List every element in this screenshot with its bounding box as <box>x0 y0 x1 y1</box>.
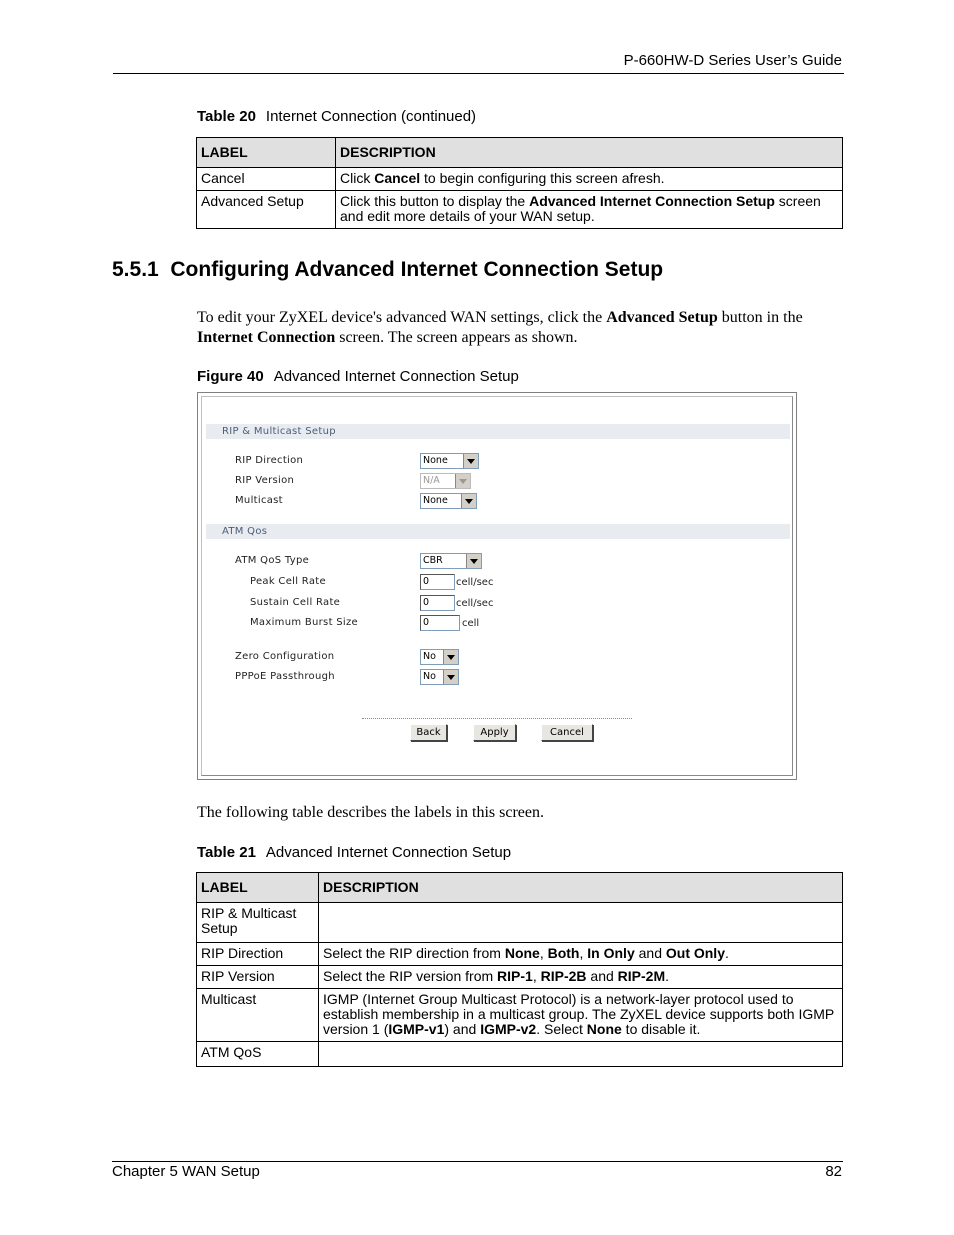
table21-cell-description: Select the RIP direction from None, Both, In Only and Out Only. <box>319 943 843 966</box>
section-title: 5.5.1 Configuring Advanced Internet Connection Setup <box>112 258 664 281</box>
chevron-down-icon <box>443 650 458 664</box>
header-rule <box>113 73 844 74</box>
table-row <box>197 943 843 966</box>
rip-version-label: RIP Version <box>235 475 295 486</box>
sustain-cell-rate-label: Sustain Cell Rate <box>250 597 341 608</box>
table20-caption-num: Table 20 <box>197 108 256 125</box>
table21-caption-num: Table 21 <box>197 844 256 861</box>
peak-cell-rate-input[interactable]: 0 <box>420 574 455 590</box>
footer-page-number: 82 <box>825 1163 842 1180</box>
back-button[interactable]: Back <box>410 724 447 741</box>
table20-caption <box>197 108 476 125</box>
pppoe-passthrough-label: PPPoE Passthrough <box>235 671 335 682</box>
table20-header-description: DESCRIPTION <box>336 138 843 168</box>
rip-version-select[interactable]: N/A <box>420 473 471 489</box>
peak-cell-rate-label: Peak Cell Rate <box>250 576 326 587</box>
table-row <box>197 903 843 943</box>
rip-direction-label: RIP Direction <box>235 455 304 466</box>
rip-multicast-bar: RIP & Multicast Setup <box>206 424 790 439</box>
table21-caption-text: Advanced Internet Connection Setup <box>265 844 512 861</box>
button-divider <box>362 718 632 719</box>
figure40-caption-num: Figure 40 <box>197 368 264 385</box>
max-burst-size-unit: cell <box>462 618 480 629</box>
table20-cell-label: Advanced Setup <box>197 191 336 229</box>
cancel-button[interactable]: Cancel <box>541 724 593 741</box>
zero-configuration-select[interactable]: No <box>420 649 459 665</box>
chevron-down-icon <box>443 670 458 684</box>
table21-cell-description <box>319 903 843 943</box>
peak-cell-rate-unit: cell/sec <box>456 577 494 588</box>
apply-button[interactable]: Apply <box>473 724 516 741</box>
table20-caption-text: Internet Connection (continued) <box>265 108 477 125</box>
intro-paragraph: To edit your ZyXEL device's advanced WAN settings, click the Advanced Setup button in the Internet Connection screen. The screen appears as shown. <box>197 309 803 346</box>
table-row <box>197 1042 843 1067</box>
running-header: P-660HW-D Series User’s Guide <box>623 52 842 69</box>
max-burst-size-input[interactable]: 0 <box>420 615 460 631</box>
table21-cell-label: RIP & Multicast Setup <box>197 903 319 943</box>
chevron-down-icon <box>466 554 481 568</box>
table20-cell-description: Click this button to display the Advanced Internet Connection Setup screen and edit more details of your WAN setup. <box>336 191 843 229</box>
footer-rule <box>112 1161 843 1162</box>
atm-qos-bar: ATM Qos <box>206 524 790 539</box>
chevron-down-icon <box>463 454 478 468</box>
table21-cell-label: RIP Direction <box>197 943 319 966</box>
table-row <box>197 191 843 229</box>
figure40-caption <box>197 368 519 385</box>
zero-configuration-label: Zero Configuration <box>235 651 335 662</box>
table20-header-label: LABEL <box>197 138 336 168</box>
atm-qos-type-label: ATM QoS Type <box>235 555 310 566</box>
max-burst-size-label: Maximum Burst Size <box>250 617 358 628</box>
table21-caption <box>197 844 511 861</box>
table21-cell-description: Select the RIP version from RIP-1, RIP-2B and RIP-2M. <box>319 966 843 989</box>
chevron-down-icon <box>455 474 470 488</box>
table21-cell-description <box>319 1042 843 1067</box>
figure40-caption-text: Advanced Internet Connection Setup <box>273 368 519 385</box>
multicast-select[interactable]: None <box>420 493 477 509</box>
table21-header-description: DESCRIPTION <box>319 873 843 903</box>
table-row <box>197 966 843 989</box>
sustain-cell-rate-unit: cell/sec <box>456 598 494 609</box>
rip-direction-select[interactable]: None <box>420 453 479 469</box>
pppoe-passthrough-select[interactable]: No <box>420 669 459 685</box>
table20 <box>196 137 843 229</box>
table21 <box>196 872 843 1067</box>
table-row <box>197 989 843 1042</box>
table21-header-label: LABEL <box>197 873 319 903</box>
multicast-label: Multicast <box>235 495 283 506</box>
table-row <box>197 168 843 191</box>
table21-cell-description: IGMP (Internet Group Multicast Protocol) is a network-layer protocol used to establish membership in a multicast group. The ZyXEL device supports both IGMP version 1 (IGMP-v1) and IGMP-v2. Select None to disable it. <box>319 989 843 1042</box>
footer-chapter: Chapter 5 WAN Setup <box>112 1163 260 1180</box>
table20-cell-label: Cancel <box>197 168 336 191</box>
table20-cell-description: Click Cancel to begin configuring this screen afresh. <box>336 168 843 191</box>
following-paragraph: The following table describes the labels in this screen. <box>197 804 545 821</box>
chevron-down-icon <box>461 494 476 508</box>
table21-cell-label: Multicast <box>197 989 319 1042</box>
atm-qos-type-select[interactable]: CBR <box>420 553 482 569</box>
sustain-cell-rate-input[interactable]: 0 <box>420 595 455 611</box>
table21-cell-label: RIP Version <box>197 966 319 989</box>
table21-cell-label: ATM QoS <box>197 1042 319 1067</box>
